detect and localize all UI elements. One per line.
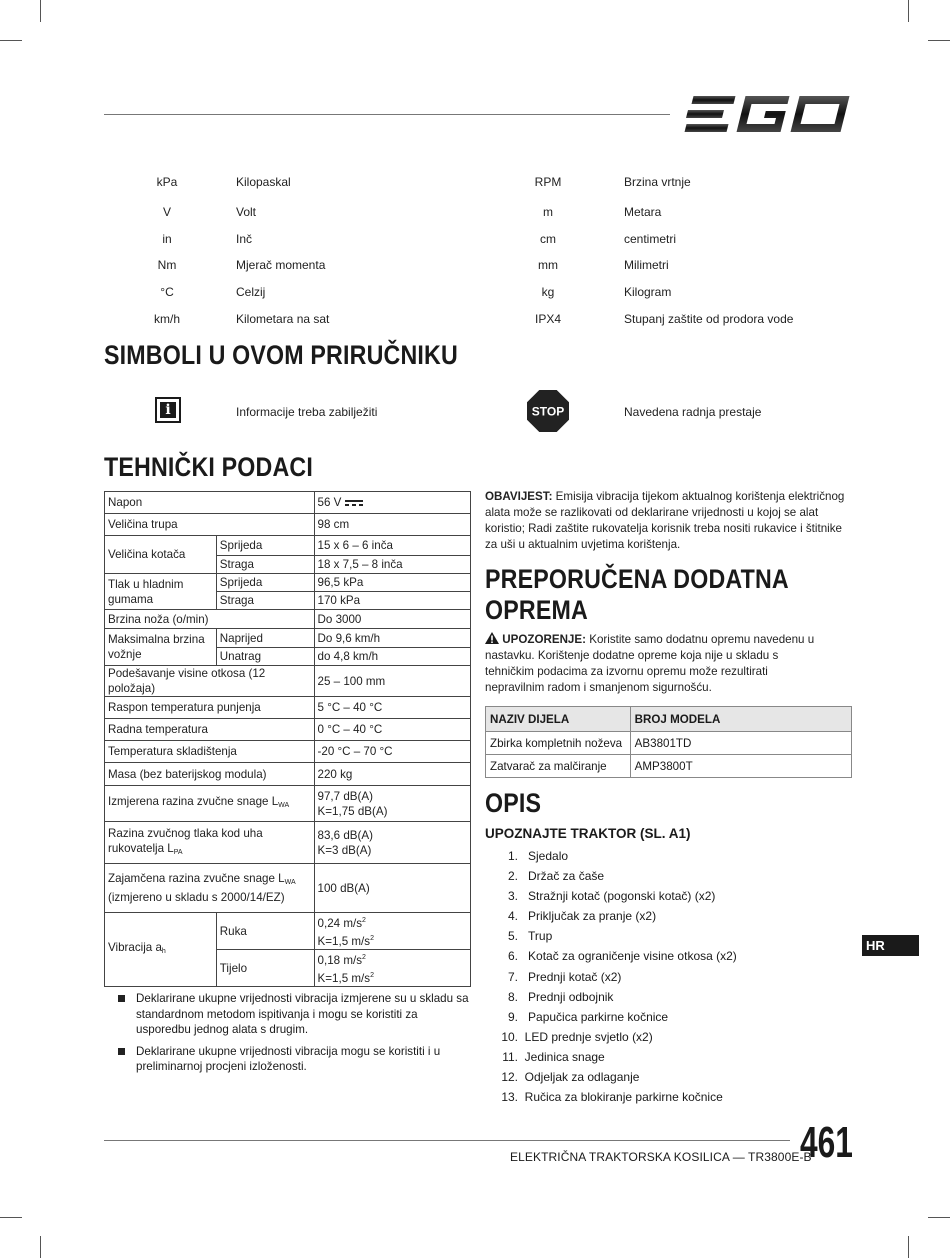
spec-label: Radna temperatura	[105, 719, 315, 741]
description-subheading: UPOZNAJTE TRAKTOR (SL. A1)	[485, 826, 691, 841]
spec-value: 220 kg	[314, 763, 470, 786]
crop-mark	[928, 1217, 950, 1218]
table-row	[105, 786, 471, 822]
spec-sublabel: Sprijeda	[216, 574, 314, 592]
spec-value: 170 kPa	[314, 592, 470, 610]
list-item: 8. Prednji odbojnik	[507, 989, 614, 1004]
header-rule	[104, 114, 670, 115]
spec-sublabel: Tijelo	[216, 950, 314, 987]
spec-value: 0,18 $m/s^2$ K=1,5 $m/s^2$	[314, 950, 470, 987]
unit-abbr: m	[543, 205, 553, 219]
spec-sublabel: Unatrag	[216, 648, 314, 666]
list-item: 12. Odjeljak za odlaganje	[501, 1070, 640, 1085]
spec-sublabel: Straga	[216, 592, 314, 610]
spec-label: Veličina trupa	[105, 514, 315, 536]
list-item: 6. Kotač za ograničenje visine otkosa (x2)	[507, 949, 737, 964]
column-header: NAZIV DIJELA	[486, 707, 631, 732]
unit-meaning: Kilogram	[624, 285, 672, 299]
svg-text:STOP: STOP	[531, 404, 565, 419]
parts-list	[492, 846, 737, 1107]
spec-label: Veličina kotača	[105, 536, 217, 574]
crop-mark	[908, 1236, 909, 1258]
list-item: 2. Držač za čaše	[507, 869, 605, 884]
table-row	[105, 574, 471, 592]
spec-label: Izmjerena razina zvučne snage $L_{WA}$	[105, 786, 315, 822]
table-row	[105, 492, 471, 514]
unit-abbr: km/h	[153, 312, 180, 326]
spec-sublabel: Naprijed	[216, 629, 314, 648]
table-row	[105, 514, 471, 536]
list-item: 11. Jedinica snage	[502, 1049, 605, 1064]
table-row	[105, 913, 471, 950]
unit-abbr: mm	[538, 258, 558, 272]
crop-mark	[40, 0, 41, 22]
footer-rule	[104, 1140, 790, 1141]
stop-icon	[527, 390, 569, 432]
unit-meaning: Kilopaskal	[236, 175, 291, 189]
list-item: 7. Prednji kotač (x2)	[507, 969, 622, 984]
unit-meaning: Brzina vrtnje	[624, 175, 691, 189]
unit-abbr: °C	[160, 285, 174, 299]
list-item: 9. Papučica parkirne kočnice	[507, 1009, 669, 1024]
info-icon: i	[155, 397, 181, 423]
unit-abbr: IPX4	[534, 312, 561, 326]
spec-value: 18 x 7,5 – 8 inča	[314, 556, 470, 574]
spec-value: Do 3000	[314, 610, 470, 629]
spec-value: 25 – 100 mm	[314, 666, 470, 697]
unit-meaning: Kilometara na sat	[236, 312, 330, 326]
unit-meaning: Mjerač momenta	[236, 258, 326, 272]
page-number: 461	[800, 1118, 853, 1167]
spec-value: Do 9,6 km/h	[314, 629, 470, 648]
crop-mark	[0, 1217, 22, 1218]
dc-symbol-icon	[345, 499, 363, 507]
crop-mark	[40, 1236, 41, 1258]
bullet-square-icon	[118, 1048, 125, 1055]
list-item: 1. Sjedalo	[507, 849, 569, 863]
table-row	[105, 719, 471, 741]
spec-label: Raspon temperatura punjenja	[105, 697, 315, 719]
accessories-heading: PREPORUČENA DODATNA OPREMA	[485, 564, 789, 625]
ego-logo	[682, 94, 852, 134]
unit-abbr: kg	[541, 285, 555, 299]
spec-label: Podešavanje visine otkosa (12 položaja)	[105, 666, 315, 697]
table-row	[105, 536, 471, 556]
unit-meaning: Celzij	[236, 285, 266, 299]
list-item: Deklarirane ukupne vrijednosti vibracija izmjerene su u skladu sa standardnom metodom ispitivanja i mogu se koristiti za usporedbu jednog alata s drugim.	[118, 991, 474, 1038]
list-item: Deklarirane ukupne vrijednosti vibracija mogu se koristiti i u preliminarnoj procjeni izloženosti.	[118, 1044, 474, 1075]
column-header: BROJ MODELA	[630, 707, 851, 732]
spec-label: Temperatura skladištenja	[105, 741, 315, 763]
bullet-square-icon	[118, 995, 125, 1002]
spec-value: 100 dB(A)	[314, 864, 470, 913]
spec-label: Tlak u hladnim gumama	[105, 574, 217, 610]
part-name: Zatvarač za malčiranje	[486, 755, 631, 778]
model-number: AB3801TD	[630, 732, 851, 755]
unit-meaning: centimetri	[624, 232, 677, 246]
list-item: 13. Ručica za blokiranje parkirne kočnice	[501, 1090, 723, 1105]
unit-meaning: Volt	[236, 205, 257, 219]
list-item: 10. LED prednje svjetlo (x2)	[501, 1029, 653, 1044]
crop-mark	[908, 0, 909, 22]
table-row	[486, 732, 852, 755]
spec-value: 83,6 dB(A) K=3 dB(A)	[314, 822, 470, 864]
spec-value: 15 x 6 – 6 inča	[314, 536, 470, 556]
tech-heading: TEHNIČKI PODACI	[104, 452, 313, 482]
spec-label: Maksimalna brzina vožnje	[105, 629, 217, 666]
part-name: Zbirka kompletnih noževa	[486, 732, 631, 755]
table-row	[105, 697, 471, 719]
spec-value: do 4,8 km/h	[314, 648, 470, 666]
spec-value: -20 °C – 70 °C	[314, 741, 470, 763]
crop-mark	[0, 40, 22, 41]
spec-value: 96,5 kPa	[314, 574, 470, 592]
list-item: 4. Priključak za pranje (x2)	[507, 909, 657, 924]
accessories-table	[485, 706, 852, 778]
unit-abbr: RPM	[534, 175, 562, 189]
spec-label: Napon	[105, 492, 315, 514]
spec-label: Brzina noža (o/min)	[105, 610, 315, 629]
crop-mark	[928, 40, 950, 41]
spec-sublabel: Sprijeda	[216, 536, 314, 556]
table-row	[105, 629, 471, 648]
model-number: AMP3800T	[630, 755, 851, 778]
info-symbol-text: Informacije treba zabilježiti	[236, 405, 378, 419]
unit-meaning: Inč	[236, 232, 253, 246]
table-row	[105, 864, 471, 913]
spec-value: 97,7 dB(A) K=1,75 dB(A)	[314, 786, 470, 822]
spec-value: 0,24 $m/s^2$ K=1,5 $m/s^2$	[314, 913, 470, 950]
description-heading: OPIS	[485, 788, 542, 818]
warning-triangle-icon	[485, 632, 499, 644]
table-row	[105, 741, 471, 763]
symbols-heading: SIMBOLI U OVOM PRIRUČNIKU	[104, 340, 458, 370]
spec-label: Masa (bez baterijskog modula)	[105, 763, 315, 786]
table-row	[105, 763, 471, 786]
unit-meaning: Stupanj zaštite od prodora vode	[624, 312, 794, 326]
spec-table	[104, 491, 471, 987]
spec-value: 98 cm	[314, 514, 470, 536]
notice-paragraph: OBAVIJEST: Emisija vibracija tijekom aktualnog korištenja električnog alata može se razlikovati od deklarirane vrijednosti u kojoj se alat koristio; Radi zaštite rukovatelja korisnik treba nositi rukavice i štitnike za uši u aktualnim uvjetima korištenja.	[485, 490, 845, 551]
table-row	[105, 822, 471, 864]
unit-abbr: cm	[540, 232, 556, 246]
list-item: 3. Stražnji kotač (pogonski kotač) (x2)	[507, 889, 716, 904]
unit-meaning: Milimetri	[624, 258, 669, 272]
footer-title: ELEKTRIČNA TRAKTORSKA KOSILICA — TR3800E-B	[510, 1150, 812, 1164]
spec-value: 0 °C – 40 °C	[314, 719, 470, 741]
tech-notes	[118, 991, 474, 1081]
unit-abbr: Nm	[157, 258, 177, 272]
unit-abbr: in	[162, 232, 172, 246]
stop-symbol-text: Navedena radnja prestaje	[624, 405, 762, 419]
unit-abbr: kPa	[156, 175, 178, 189]
spec-label: Vibracija $a_h$	[105, 913, 217, 987]
table-header-row	[486, 707, 852, 732]
spec-label: Razina zvučnog tlaka kod uha rukovatelja $L_{PA}$	[105, 822, 315, 864]
table-row	[486, 755, 852, 778]
list-item: 5. Trup	[507, 929, 553, 944]
table-row	[105, 610, 471, 629]
spec-sublabel: Ruka	[216, 913, 314, 950]
warning-paragraph: UPOZORENJE: Koristite samo dodatnu opremu navedenu u nastavku. Korištenje dodatne opreme koja nije u skladu s tehničkim podacima za izvornu opremu može rezultirati nepravilnim radom i smanjenom sigurnošću.	[485, 633, 815, 694]
language-tab: HR	[862, 935, 919, 956]
spec-value: 5 °C – 40 °C	[314, 697, 470, 719]
spec-sublabel: Straga	[216, 556, 314, 574]
unit-meaning: Metara	[624, 205, 662, 219]
spec-value: 56 V	[314, 492, 470, 514]
unit-abbr: V	[162, 205, 171, 219]
spec-label: Zajamčena razina zvučne snage $L_{WA}$ (izmjereno u skladu s 2000/14/EZ)	[105, 864, 315, 913]
table-row	[105, 666, 471, 697]
